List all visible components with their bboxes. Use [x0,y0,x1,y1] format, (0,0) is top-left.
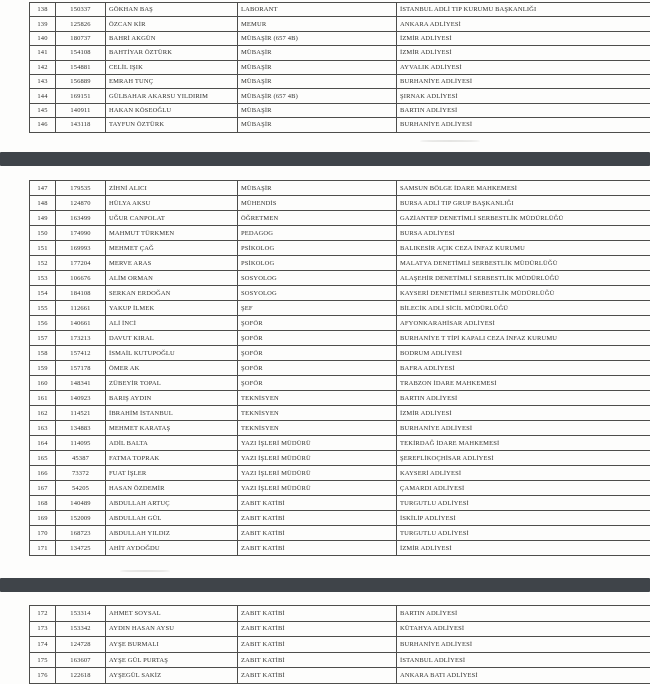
table-body [30,606,650,684]
personnel-table-section-3 [29,605,650,684]
table-row [30,316,650,331]
cell-registry-no: 134883 [56,421,106,436]
cell-title: ŞOFÖR [238,361,397,376]
cell-no: 138 [30,3,56,17]
cell-name: ÖMER AK [106,361,238,376]
cell-name: ZÜBEYİR TOPAL [106,376,238,391]
cell-assignment: BARTIN ADLİYESİ [397,606,650,622]
cell-title: TEKNİSYEN [238,391,397,406]
cell-name: ADİL BALTA [106,436,238,451]
cell-name: MEHMET KARATAŞ [106,421,238,436]
table-row [30,637,650,653]
cell-title: TEKNİSYEN [238,421,397,436]
cell-name: ABDULLAH GÜL [106,511,238,526]
table-row [30,361,650,376]
cell-assignment: BODRUM ADLİYESİ [397,346,650,361]
cell-assignment: AYVALIK ADLİYESİ [397,60,650,74]
table-row [30,196,650,211]
cell-name: ABDULLAH YILDIZ [106,526,238,541]
table-row [30,526,650,541]
cell-no: 141 [30,46,56,60]
cell-name: FATMA TOPRAK [106,451,238,466]
cell-no: 158 [30,346,56,361]
cell-title: SOSYOLOG [238,271,397,286]
cell-registry-no: 54205 [56,481,106,496]
cell-registry-no: 179535 [56,181,106,196]
cell-no: 144 [30,89,56,103]
cell-assignment: BURHANİYE ADLİYESİ [397,421,650,436]
cell-no: 140 [30,31,56,45]
table-row [30,89,650,103]
cell-registry-no: 153342 [56,621,106,637]
cell-title: ZABIT KATİBİ [238,511,397,526]
cell-no: 157 [30,331,56,346]
cell-assignment: TRABZON İDARE MAHKEMESİ [397,376,650,391]
table-row [30,421,650,436]
cell-assignment: İSTANBUL ADLİYESİ [397,652,650,668]
cell-title: MÜBAŞİR [238,60,397,74]
cell-name: İBRAHİM İSTANBUL [106,406,238,421]
cell-name: AYŞE BURMALI [106,637,238,653]
table-row [30,466,650,481]
cell-assignment: TEKİRDAĞ İDARE MAHKEMESİ [397,436,650,451]
cell-no: 161 [30,391,56,406]
table-row [30,481,650,496]
cell-no: 139 [30,17,56,31]
cell-no: 142 [30,60,56,74]
table-row [30,346,650,361]
cell-name: GÖKHAN BAŞ [106,3,238,17]
cell-registry-no: 157178 [56,361,106,376]
cell-no: 162 [30,406,56,421]
cell-assignment: BAFRA ADLİYESİ [397,361,650,376]
cell-assignment: BURHANİYE ADLİYESİ [397,118,650,132]
cell-title: ŞOFÖR [238,346,397,361]
table-row [30,118,650,132]
cell-title: MÜBAŞİR (657 4B) [238,89,397,103]
cell-title: ŞEF [238,301,397,316]
table-body [30,181,650,556]
cell-name: ABDULLAH ARTUÇ [106,496,238,511]
cell-name: GÜLBAHAR AKARSU YILDIRIM [106,89,238,103]
table-row [30,211,650,226]
cell-assignment: BURHANİYE ADLİYESİ [397,74,650,88]
cell-title: MÜBAŞİR [238,103,397,117]
cell-registry-no: 112661 [56,301,106,316]
cell-registry-no: 122618 [56,668,106,684]
cell-title: PSİKOLOG [238,241,397,256]
cell-no: 155 [30,301,56,316]
cell-no: 149 [30,211,56,226]
table-row [30,496,650,511]
table-row [30,60,650,74]
table-row [30,3,650,17]
table-row [30,31,650,45]
cell-name: ALİ İNCİ [106,316,238,331]
cell-no: 163 [30,421,56,436]
cell-assignment: İSKİLİP ADLİYESİ [397,511,650,526]
cell-registry-no: 152009 [56,511,106,526]
cell-title: ZABIT KATİBİ [238,621,397,637]
table-row [30,103,650,117]
cell-registry-no: 73372 [56,466,106,481]
cell-title: ZABIT KATİBİ [238,637,397,653]
cell-registry-no: 140923 [56,391,106,406]
cell-name: BAHRİ AKGÜN [106,31,238,45]
cell-name: EMRAH TUNÇ [106,74,238,88]
cell-name: MAHMUT TÜRKMEN [106,226,238,241]
cell-assignment: İZMİR ADLİYESİ [397,541,650,556]
cell-no: 166 [30,466,56,481]
cell-name: BARIŞ AYDIN [106,391,238,406]
cell-assignment: İZMİR ADLİYESİ [397,46,650,60]
cell-name: FUAT İŞLER [106,466,238,481]
table-row [30,256,650,271]
cell-assignment: BARTIN ADLİYESİ [397,103,650,117]
cell-registry-no: 124728 [56,637,106,653]
cell-registry-no: 174990 [56,226,106,241]
cell-title: ÖĞRETMEN [238,211,397,226]
cell-name: ÖZCAN KİR [106,17,238,31]
cell-registry-no: 150337 [56,3,106,17]
cell-name: AHİT AYDOĞDU [106,541,238,556]
cell-title: MÜBAŞİR [238,118,397,132]
cell-registry-no: 163607 [56,652,106,668]
section-separator-bar [0,152,650,166]
cell-name: AYŞEGÜL SAKİZ [106,668,238,684]
cell-assignment: ÇAMARDI ADLİYESİ [397,481,650,496]
cell-assignment: ANKARA BATI ADLİYESİ [397,668,650,684]
cell-registry-no: 154108 [56,46,106,60]
cell-assignment: BURSA ADLİ TIP GRUP BAŞKANLIĞI [397,196,650,211]
cell-registry-no: 134725 [56,541,106,556]
section-separator-bar [0,578,650,592]
cell-no: 159 [30,361,56,376]
table-row [30,652,650,668]
cell-assignment: AFYONKARAHİSAR ADLİYESİ [397,316,650,331]
cell-assignment: İSTANBUL ADLİ TIP KURUMU BAŞKANLIĞI [397,3,650,17]
cell-name: AYŞE GÜL PURTAŞ [106,652,238,668]
cell-name: MERVE ARAS [106,256,238,271]
cell-no: 168 [30,496,56,511]
personnel-table [29,180,650,556]
cell-name: SERKAN ERDOĞAN [106,286,238,301]
cell-title: ŞOFÖR [238,316,397,331]
table-row [30,606,650,622]
cell-assignment: KÜTAHYA ADLİYESİ [397,621,650,637]
cell-no: 170 [30,526,56,541]
table-row [30,17,650,31]
cell-no: 165 [30,451,56,466]
table-row [30,301,650,316]
cell-registry-no: 154881 [56,60,106,74]
cell-no: 167 [30,481,56,496]
cell-assignment: BURHANİYE T TİPİ KAPALI CEZA İNFAZ KURUMU [397,331,650,346]
cell-name: HASAN ÖZDEMİR [106,481,238,496]
cell-name: İSMAİL KUTUPOĞLU [106,346,238,361]
table-row [30,226,650,241]
cell-title: MÜBAŞİR [238,74,397,88]
table-row [30,181,650,196]
cell-name: YAKUP İLMEK [106,301,238,316]
cell-no: 176 [30,668,56,684]
cell-no: 172 [30,606,56,622]
cell-registry-no: 140489 [56,496,106,511]
cell-assignment: SAMSUN BÖLGE İDARE MAHKEMESİ [397,181,650,196]
table-row [30,406,650,421]
cell-registry-no: 140911 [56,103,106,117]
table-row [30,391,650,406]
table-row [30,511,650,526]
cell-title: ZABIT KATİBİ [238,541,397,556]
cell-no: 151 [30,241,56,256]
cell-no: 175 [30,652,56,668]
cell-title: YAZI İŞLERİ MÜDÜRÜ [238,466,397,481]
cell-registry-no: 106676 [56,271,106,286]
table-row [30,46,650,60]
cell-registry-no: 184108 [56,286,106,301]
cell-assignment: BURHANİYE ADLİYESİ [397,637,650,653]
cell-assignment: ŞIRNAK ADLİYESİ [397,89,650,103]
cell-assignment: GAZİANTEP DENETİMLİ SERBESTLİK MÜDÜRLÜĞÜ [397,211,650,226]
cell-title: ZABIT KATİBİ [238,606,397,622]
personnel-table [29,2,650,133]
cell-no: 160 [30,376,56,391]
table-row [30,74,650,88]
cell-registry-no: 169993 [56,241,106,256]
cell-no: 169 [30,511,56,526]
cell-title: ZABIT KATİBİ [238,496,397,511]
cell-no: 174 [30,637,56,653]
cell-no: 147 [30,181,56,196]
personnel-table-section-1 [29,2,650,133]
cell-no: 152 [30,256,56,271]
cell-title: SOSYOLOG [238,286,397,301]
cell-name: AYDIN HASAN AYSU [106,621,238,637]
cell-title: ŞOFÖR [238,331,397,346]
table-row [30,376,650,391]
cell-name: DAVUT KIRAL [106,331,238,346]
cell-title: MÜHENDİS [238,196,397,211]
table-row [30,621,650,637]
cell-title: PSİKOLOG [238,256,397,271]
scan-smudge [420,140,480,142]
cell-title: PEDAGOG [238,226,397,241]
personnel-table-section-2 [29,180,650,556]
cell-no: 171 [30,541,56,556]
cell-assignment: ANKARA ADLİYESİ [397,17,650,31]
cell-name: HÜLYA AKSU [106,196,238,211]
cell-no: 153 [30,271,56,286]
cell-no: 154 [30,286,56,301]
cell-registry-no: 180737 [56,31,106,45]
cell-name: HAKAN KÖSEOĞLU [106,103,238,117]
cell-no: 145 [30,103,56,117]
cell-title: ZABIT KATİBİ [238,668,397,684]
cell-assignment: BURSA ADLİYESİ [397,226,650,241]
cell-title: MEMUR [238,17,397,31]
cell-assignment: ŞEREFLİKOÇHİSAR ADLİYESİ [397,451,650,466]
table-row [30,668,650,684]
cell-registry-no: 156889 [56,74,106,88]
cell-assignment: BALIKESİR AÇIK CEZA İNFAZ KURUMU [397,241,650,256]
cell-name: ALİM ORMAN [106,271,238,286]
cell-no: 164 [30,436,56,451]
cell-title: ZABIT KATİBİ [238,652,397,668]
cell-title: LABORANT [238,3,397,17]
cell-no: 148 [30,196,56,211]
cell-title: YAZI İŞLERİ MÜDÜRÜ [238,481,397,496]
scan-smudge [120,570,170,572]
cell-registry-no: 173213 [56,331,106,346]
cell-name: ZİHNİ ALICI [106,181,238,196]
cell-registry-no: 140661 [56,316,106,331]
cell-assignment: İZMİR ADLİYESİ [397,31,650,45]
cell-assignment: TURGUTLU ADLİYESİ [397,526,650,541]
cell-registry-no: 114095 [56,436,106,451]
cell-registry-no: 148341 [56,376,106,391]
table-row [30,286,650,301]
table-row [30,331,650,346]
cell-name: UĞUR CANPOLAT [106,211,238,226]
cell-title: ŞOFÖR [238,376,397,391]
cell-registry-no: 124870 [56,196,106,211]
cell-name: AHMET SOYSAL [106,606,238,622]
cell-registry-no: 163499 [56,211,106,226]
cell-name: TAYFUN ÖZTÜRK [106,118,238,132]
cell-title: TEKNİSYEN [238,406,397,421]
cell-assignment: TURGUTLU ADLİYESİ [397,496,650,511]
cell-assignment: ALAŞEHİR DENETİMLİ SERBESTLİK MÜDÜRLÜĞÜ [397,271,650,286]
cell-registry-no: 143118 [56,118,106,132]
cell-registry-no: 169151 [56,89,106,103]
table-row [30,451,650,466]
cell-assignment: MALATYA DENETİMLİ SERBESTLİK MÜDÜRLÜĞÜ [397,256,650,271]
cell-title: ZABIT KATİBİ [238,526,397,541]
cell-title: YAZI İŞLERİ MÜDÜRÜ [238,436,397,451]
cell-registry-no: 168723 [56,526,106,541]
cell-no: 143 [30,74,56,88]
table-row [30,541,650,556]
cell-registry-no: 114521 [56,406,106,421]
table-row [30,241,650,256]
cell-name: BAHTİYAR ÖZTÜRK [106,46,238,60]
cell-title: MÜBAŞİR [238,181,397,196]
cell-registry-no: 177204 [56,256,106,271]
cell-name: CELİL IŞIK [106,60,238,74]
cell-title: MÜBAŞİR [238,46,397,60]
cell-title: MÜBAŞİR (657 4B) [238,31,397,45]
cell-registry-no: 153314 [56,606,106,622]
cell-assignment: KAYSERİ DENETİMLİ SERBESTLİK MÜDÜRLÜĞÜ [397,286,650,301]
table-row [30,436,650,451]
cell-assignment: BARTIN ADLİYESİ [397,391,650,406]
cell-registry-no: 157412 [56,346,106,361]
table-row [30,271,650,286]
cell-assignment: İZMİR ADLİYESİ [397,406,650,421]
cell-registry-no: 45387 [56,451,106,466]
cell-title: YAZI İŞLERİ MÜDÜRÜ [238,451,397,466]
cell-no: 146 [30,118,56,132]
table-body [30,3,650,133]
personnel-table [29,605,650,684]
cell-registry-no: 125826 [56,17,106,31]
cell-no: 150 [30,226,56,241]
cell-name: MEHMET ÇAĞ [106,241,238,256]
cell-assignment: KAYSERİ ADLİYESİ [397,466,650,481]
cell-no: 156 [30,316,56,331]
cell-assignment: BİLECİK ADLİ SİCİL MÜDÜRLÜĞÜ [397,301,650,316]
cell-no: 173 [30,621,56,637]
